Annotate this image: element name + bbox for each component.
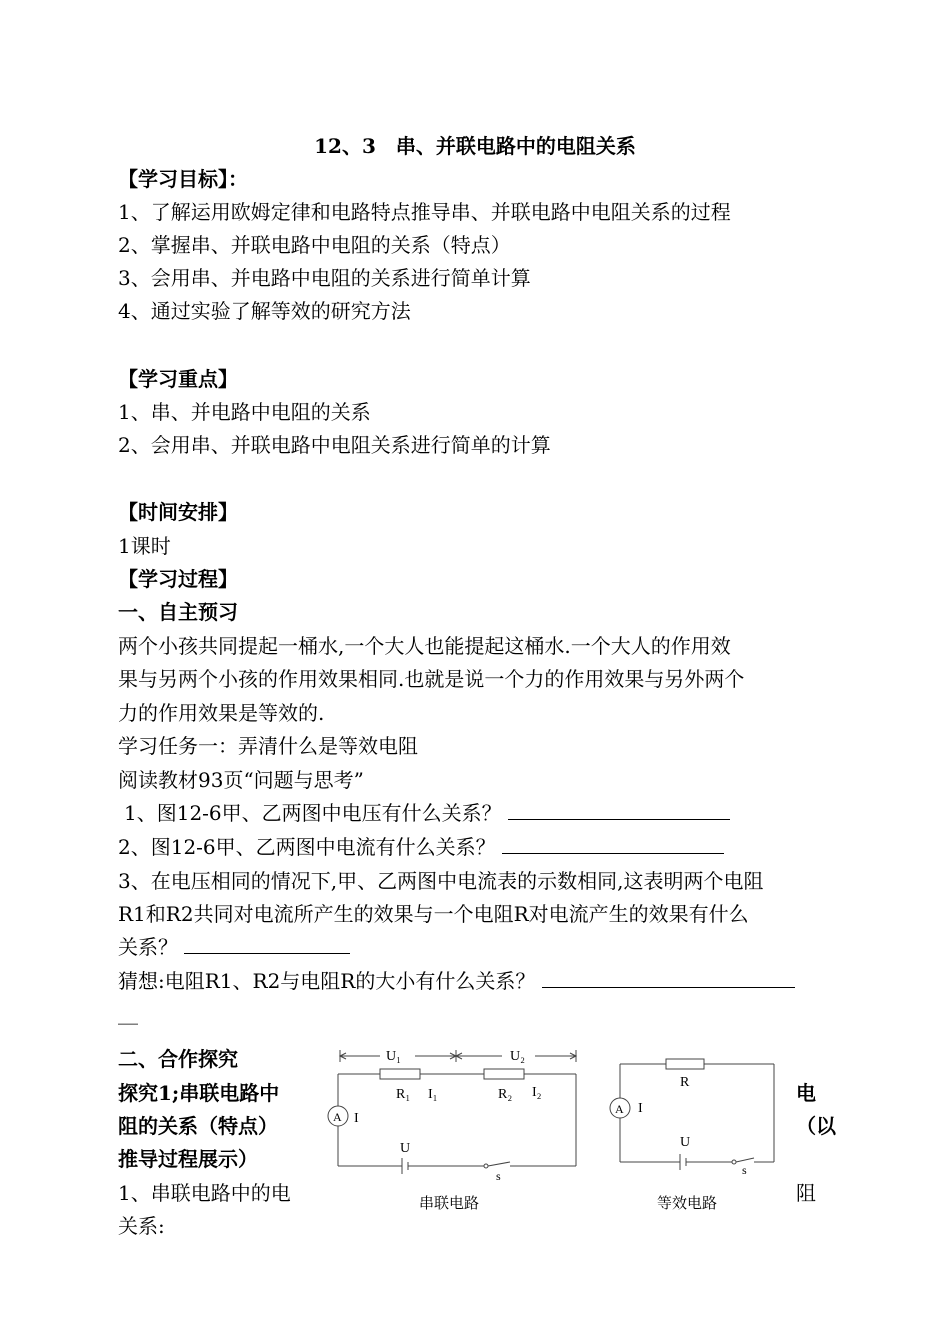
explore1-text: 推导过程展示） (118, 1147, 258, 1171)
item1-text: 关系: (118, 1214, 165, 1238)
side-text: 阻 (796, 1181, 816, 1205)
key-point-item: 2、会用串、并联电路中电阻关系进行简单的计算 (118, 433, 551, 457)
schedule-heading: 【时间安排】 (118, 500, 238, 524)
guess-question: 猜想:电阻R1、R2与电阻R的大小有什么关系？ (118, 969, 536, 993)
guess-blank-tail: __ (118, 1001, 138, 1025)
ammeter-label: A (615, 1102, 624, 1116)
question-3: R1和R2共同对电流所产生的效果与一个电阻R对电流产生的效果有什么 (118, 902, 749, 926)
goal-item: 3、会用串、并电路中电阻的关系进行简单计算 (118, 266, 531, 290)
question-3: 3、在电压相同的情况下,甲、乙两图中电流表的示数相同,这表明两个电阻 (118, 869, 764, 893)
series-circuit-caption: 串联电路 (419, 1194, 480, 1212)
label-u1: U₁ (386, 1049, 401, 1064)
side-text: （以 (796, 1114, 836, 1138)
label-i: I (354, 1111, 359, 1126)
section2-heading: 二、合作探究 (118, 1047, 238, 1071)
question-3: 关系？ (118, 935, 178, 959)
label-u: U (680, 1135, 691, 1150)
goal-item: 4、通过实验了解等效的研究方法 (118, 299, 411, 323)
read-instruction: 阅读教材93页“问题与思考” (118, 768, 364, 792)
label-i: I (638, 1101, 643, 1116)
page-title: 12、3 串、并联电路中的电阻关系 (314, 134, 636, 158)
goal-item: 1、了解运用欧姆定律和电路特点推导串、并联电路中电阻关系的过程 (118, 200, 731, 224)
key-point-item: 1、串、并电路中电阻的关系 (118, 400, 371, 424)
answer-blank-3[interactable] (184, 933, 350, 954)
label-i1: I₁ (428, 1087, 438, 1102)
intro-paragraph: 力的作用效果是等效的. (118, 701, 325, 725)
answer-blank-2[interactable] (502, 833, 724, 854)
series-circuit-diagram (320, 1038, 590, 1188)
explore1-text: 探究1;串联电路中 (118, 1081, 280, 1105)
side-text: 电 (796, 1081, 816, 1105)
switch-label: s (496, 1169, 501, 1183)
process-heading: 【学习过程】 (118, 567, 238, 591)
label-u2: U₂ (510, 1049, 525, 1064)
label-r1: R₁ (396, 1087, 411, 1102)
ammeter-label: A (333, 1110, 342, 1124)
goals-heading: 【学习目标】： (118, 167, 248, 191)
intro-paragraph: 两个小孩共同提起一桶水,一个大人也能提起这桶水.一个大人的作用效 (118, 634, 731, 658)
section1-heading: 一、自主预习 (118, 600, 238, 624)
switch-label: s (742, 1163, 747, 1177)
equivalent-circuit-caption: 等效电路 (657, 1194, 718, 1212)
answer-blank-1[interactable] (508, 799, 730, 820)
key-points-heading: 【学习重点】 (118, 367, 238, 391)
label-r2: R₂ (498, 1087, 513, 1102)
label-u: U (400, 1141, 411, 1156)
item1-text: 1、串联电路中的电 (118, 1181, 291, 1205)
goal-item: 2、掌握串、并联电路中电阻的关系（特点） (118, 233, 511, 257)
question-2: 2、图12-6甲、乙两图中电流有什么关系？ (118, 835, 496, 859)
label-r: R (680, 1075, 690, 1090)
schedule-text: 1课时 (118, 534, 171, 558)
equivalent-circuit-diagram (600, 1050, 790, 1180)
intro-paragraph: 果与另两个小孩的作用效果相同.也就是说一个力的作用效果与另外两个 (118, 667, 745, 691)
question-1: 1、图12-6甲、乙两图中电压有什么关系？ (124, 801, 502, 825)
explore1-text: 阻的关系（特点） (118, 1114, 278, 1138)
answer-blank-guess[interactable] (542, 967, 795, 988)
label-i2: I₂ (532, 1085, 542, 1100)
task1-text: 学习任务一：弄清什么是等效电阻 (118, 734, 418, 758)
